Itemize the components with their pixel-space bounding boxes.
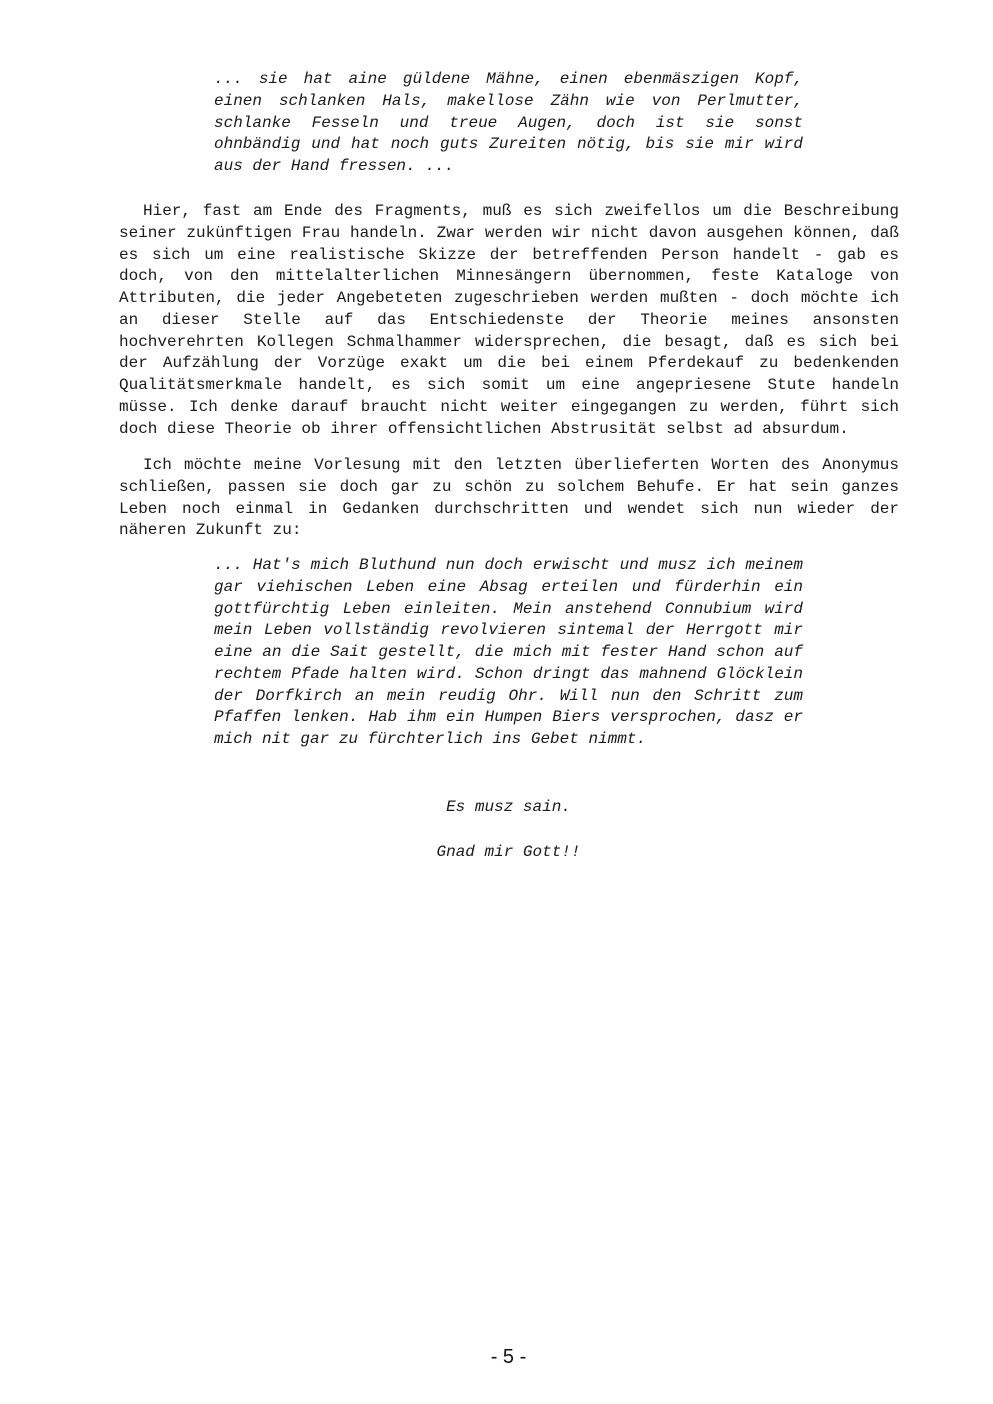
block-quote-mane	[214, 69, 803, 178]
paragraph-closing-lecture: Ich möchte meine Vorlesung mit den letzten überlieferten Worten des Anonymus schließen, passen sie doch gar zu schön zu solchem Behufe. Er hat sein ganzes Leben noch einmal in Gedanken durchschritten und wendet sich nun wieder der näheren Zukunft zu:	[119, 456, 899, 540]
page-number: - 5 -	[490, 1346, 527, 1368]
closing-line-1: Es musz sain.	[446, 798, 571, 816]
closing-line-2: Gnad mir Gott!!	[436, 843, 581, 861]
block-quote-last-words	[214, 555, 803, 751]
quote-text: ... Hat's mich Bluthund nun doch erwischt und musz ich meinem gar viehischen Leben eine Absag erteilen und fürderhin ein gottfürchtig Leben einleiten. Mein anstehend Connubium wird mein Leben vollständig revolvieren sintemal der Herrgott mir eine an die Sait gestellt, die mich mit fester Hand schon auf rechtem Pfade halten wird. Schon dringt das mahnend Glöcklein der Dorfkirch an mein reudig Ohr. Will nun den Schritt zum Pfaffen lenken. Hab ihm ein Humpen Biers versprochen, dasz er mich nit gar zu fürchterlich ins Gebet nimmt.	[214, 556, 803, 748]
quote-text: ... sie hat aine güldene Mähne, einen ebenmäszigen Kopf, einen schlanken Hals, makellose Zähn wie von Perlmutter, schlanke Fesseln und treue Augen, doch ist sie sonst ohnbändig und hat noch guts Zureiten nötig, bis sie mir wird aus der Hand fressen. ...	[214, 70, 803, 175]
paragraph-fragment-description: Hier, fast am Ende des Fragments, muß es sich zweifellos um die Beschreibung seiner zukünftigen Frau handeln. Zwar werden wir nicht davon ausgehen können, daß es sich um eine realistische Skizze der betreffenden Person handelt - gab es doch, von den mittelalterlichen Minnesängern übernommen, feste Kataloge von Attributen, die jeder Angebeteten zugeschrieben werden mußten - doch möchte ich an dieser Stelle auf das Entschiedenste der Theorie meines ansonsten hochverehrten Kollegen Schmalhammer widersprechen, die besagt, daß es sich bei der Aufzählung der Vorzüge exakt um die bei einem Pferdekauf zu bedenkenden Qualitätsmerkmale handelt, es sich somit um eine angepriesene Stute handeln müsse. Ich denke darauf braucht nicht weiter eingegangen zu werden, führt sich doch diese Theorie ob ihrer offensichtlichen Abstrusität selbst ad absurdum.	[119, 202, 899, 438]
